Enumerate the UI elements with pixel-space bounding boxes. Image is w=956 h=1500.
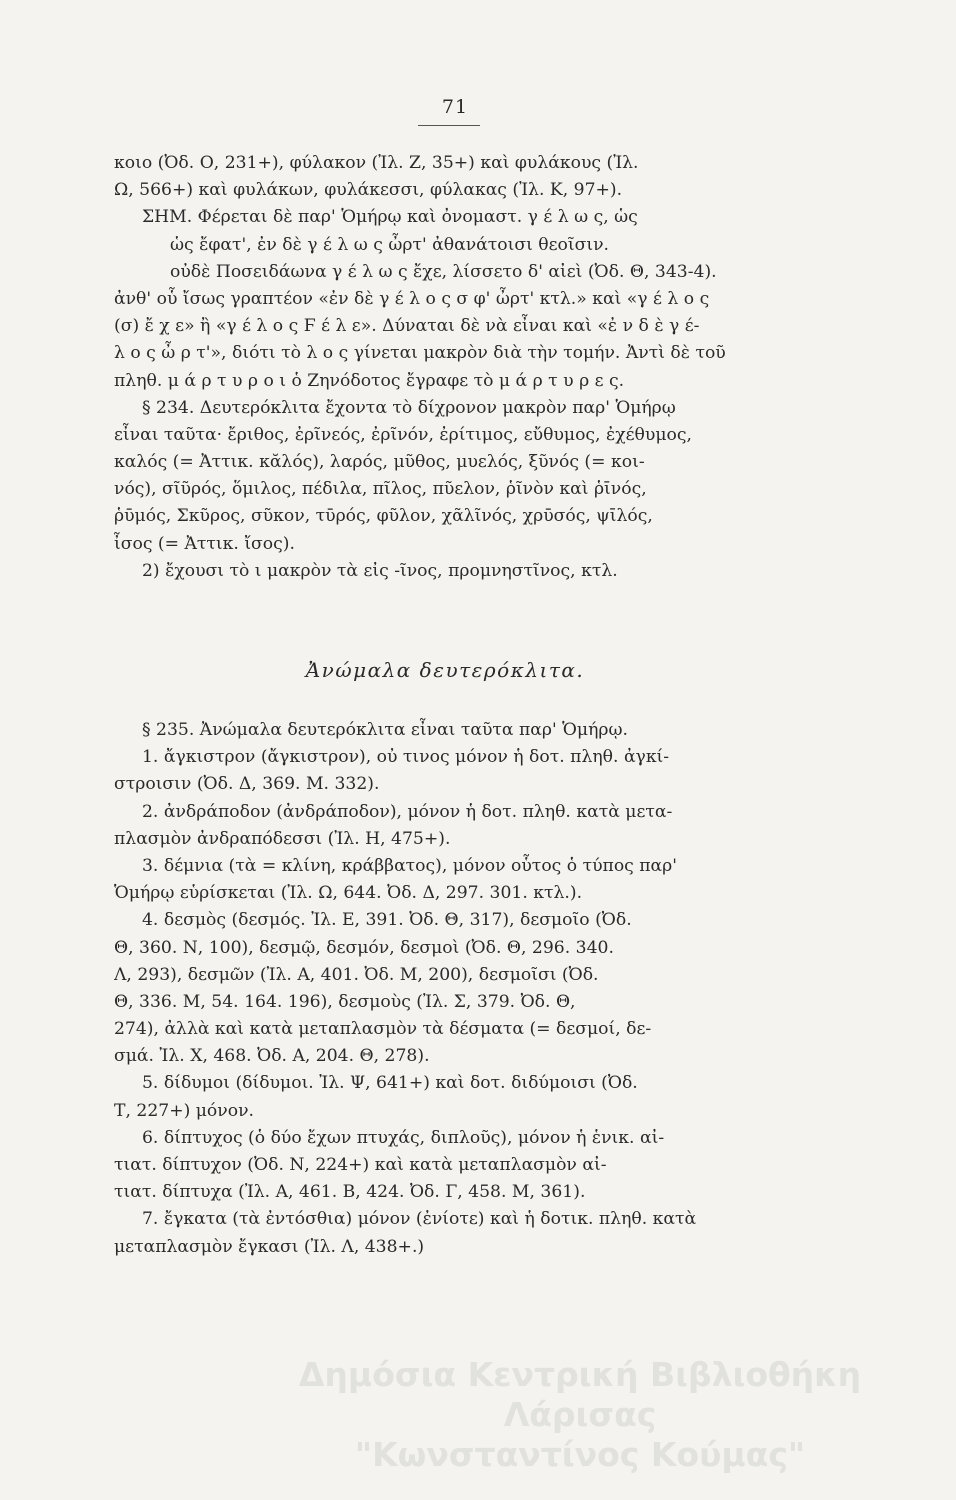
text-line: λ ο ς ὦ ρ τ'», διότι τὸ λ ο ς γίνεται μακρὸν διὰ τὴν τομήν. Ἀντὶ δὲ τοῦ <box>114 343 726 364</box>
body-text-bottom <box>114 717 776 1261</box>
text-line: Ω, 566+) καὶ φυλάκων, φυλάκεσσι, φύλακας (Ἰλ. Κ, 97+). <box>114 180 623 201</box>
text-line: 2) ἔχουσι τὸ ι μακρὸν τὰ εἰς -ῖνος, προμνηστῖνος, κτλ. <box>142 560 618 581</box>
text-line: § 234. Δευτερόκλιτα ἔχοντα τὸ δίχρονον μακρὸν παρ' Ὁμήρῳ <box>142 397 676 418</box>
text-line: τιατ. δίπτυχα (Ἰλ. Α, 461. Β, 424. Ὀδ. Γ, 458. Μ, 361). <box>114 1182 586 1203</box>
text-line: ΣΗΜ. Φέρεται δὲ παρ' Ὁμήρῳ καὶ ὀνομαστ. γ έ λ ω ς, ὡς <box>142 207 638 228</box>
text-line: κοιο (Ὀδ. Ο, 231+), φύλακον (Ἰλ. Ζ, 35+) καὶ φυλάκους (Ἰλ. <box>114 153 639 173</box>
text-line: 2. ἀνδράποδον (ἀνδράποδον), μόνον ἡ δοτ. πληθ. κατὰ μετα- <box>142 801 673 822</box>
text-line: 1. ἄγκιστρον (ἄγκιστρον), οὐ τινος μόνον ἡ δοτ. πληθ. ἀγκί- <box>142 747 670 768</box>
text-line: τιατ. δίπτυχον (Ὀδ. Ν, 224+) καὶ κατὰ μεταπλασμὸν αἰ- <box>114 1155 607 1175</box>
text-line: Λ, 293), δεσμῶν (Ἰλ. Α, 401. Ὀδ. Μ, 200), δεσμοῖσι (Ὀδ. <box>114 964 599 985</box>
text-line: (σ) ἔ χ ε» ἢ «γ έ λ ο ς Ϝ έ λ ε». Δύναται δὲ νὰ εἶναι καὶ «ἐ ν δ ὲ γ έ- <box>114 316 700 337</box>
text-line: μεταπλασμὸν ἔγκασι (Ἰλ. Λ, 438+.) <box>114 1236 425 1257</box>
text-line: Ὁμήρῳ εὑρίσκεται (Ἰλ. Ω, 644. Ὀδ. Δ, 297. 301. κτλ.). <box>114 883 583 904</box>
text-line: πληθ. μ ά ρ τ υ ρ ο ι ὁ Ζηνόδοτος ἔγραφε τὸ μ ά ρ τ υ ρ ε ς. <box>114 370 625 391</box>
text-line: 3. δέμνια (τὰ = κλίνη, κράββατος), μόνον οὗτος ὁ τύπος παρ' <box>142 855 677 876</box>
text-line: 274), ἀλλὰ καὶ κατὰ μεταπλασμὸν τὰ δέσματα (= δεσμοί, δε- <box>114 1019 652 1040</box>
library-watermark <box>220 1355 940 1475</box>
page-number: 71 <box>441 96 469 118</box>
page-number-rule <box>418 125 480 126</box>
text-line: ῥῡμός, Σκῦρος, σῦκον, τῡρός, φῦλον, χᾶλῖνός, χρῡσός, ψῑλός, <box>114 506 653 527</box>
text-line: 7. ἔγκατα (τὰ ἐντόσθια) μόνον (ἐνίοτε) καὶ ἡ δοτικ. πληθ. κατὰ <box>142 1209 697 1230</box>
text-line: νός), σῖῦρός, ὅμιλος, πέδιλα, πῖλος, πῦελον, ῥῖνὸν καὶ ῥῑνός, <box>114 479 647 500</box>
text-line: Θ, 360. Ν, 100), δεσμῷ, δεσμόν, δεσμοὶ (Ὀδ. Θ, 296. 340. <box>114 937 614 958</box>
text-line: στροισιν (Ὀδ. Δ, 369. Μ. 332). <box>114 774 380 795</box>
text-line: ἶσος (= Ἀττικ. ἴσος). <box>114 533 295 554</box>
text-line: 5. δίδυμοι (δίδυμοι. Ἰλ. Ψ, 641+) καὶ δοτ. διδύμοισι (Ὀδ. <box>142 1073 638 1094</box>
section-heading: Ἀνώμαλα δευτερόκλιτα. <box>305 658 585 682</box>
text-line: οὐδὲ Ποσειδάωνα γ έ λ ω ς ἔχε, λίσσετο δ' αἰεὶ (Ὀδ. Θ, 343-4). <box>170 261 717 282</box>
text-line: Τ, 227+) μόνον. <box>114 1100 254 1121</box>
text-line: πλασμὸν ἀνδραπόδεσσι (Ἰλ. Η, 475+). <box>114 828 451 849</box>
text-line: ἀνθ' οὗ ἴσως γραπτέον «ἐν δὲ γ έ λ ο ς σ φ' ὦρτ' κτλ.» καὶ «γ έ λ ο ς <box>114 288 710 309</box>
text-line: ὡς ἔφατ', ἐν δὲ γ έ λ ω ς ὦρτ' ἀθανάτοισι θεοῖσιν. <box>170 234 610 255</box>
text-line: Θ, 336. Μ, 54. 164. 196), δεσμοὺς (Ἰλ. Σ, 379. Ὀδ. Θ, <box>114 991 576 1012</box>
text-line: § 235. Ἀνώμαλα δευτερόκλιτα εἶναι ταῦτα παρ' Ὁμήρῳ. <box>142 720 628 740</box>
text-line: εἶναι ταῦτα· ἔριθος, ἐρῖνεός, ἐρῖνόν, ἐρίτιμος, εὔθυμος, ἐχέθυμος, <box>114 424 692 445</box>
watermark-line: Δημόσια Κεντρική Βιβλιοθήκη Λάρισας <box>298 1355 862 1434</box>
text-line: 4. δεσμὸς (δεσμός. Ἰλ. Ε, 391. Ὀδ. Θ, 317), δεσμοῖο (Ὀδ. <box>142 910 632 931</box>
watermark-line: "Κωνσταντίνος Κούμας" <box>354 1435 806 1474</box>
text-line: καλός (= Ἀττικ. κᾰλός), λαρός, μῦθος, μυελός, ξῦνός (= κοι- <box>114 452 645 473</box>
text-line: σμά. Ἰλ. Χ, 468. Ὀδ. Α, 204. Θ, 278). <box>114 1046 430 1067</box>
body-text-top <box>114 150 776 585</box>
text-line: 6. δίπτυχος (ὁ δύο ἔχων πτυχάς, διπλοῦς), μόνον ἡ ἑνικ. αἰ- <box>142 1127 665 1148</box>
